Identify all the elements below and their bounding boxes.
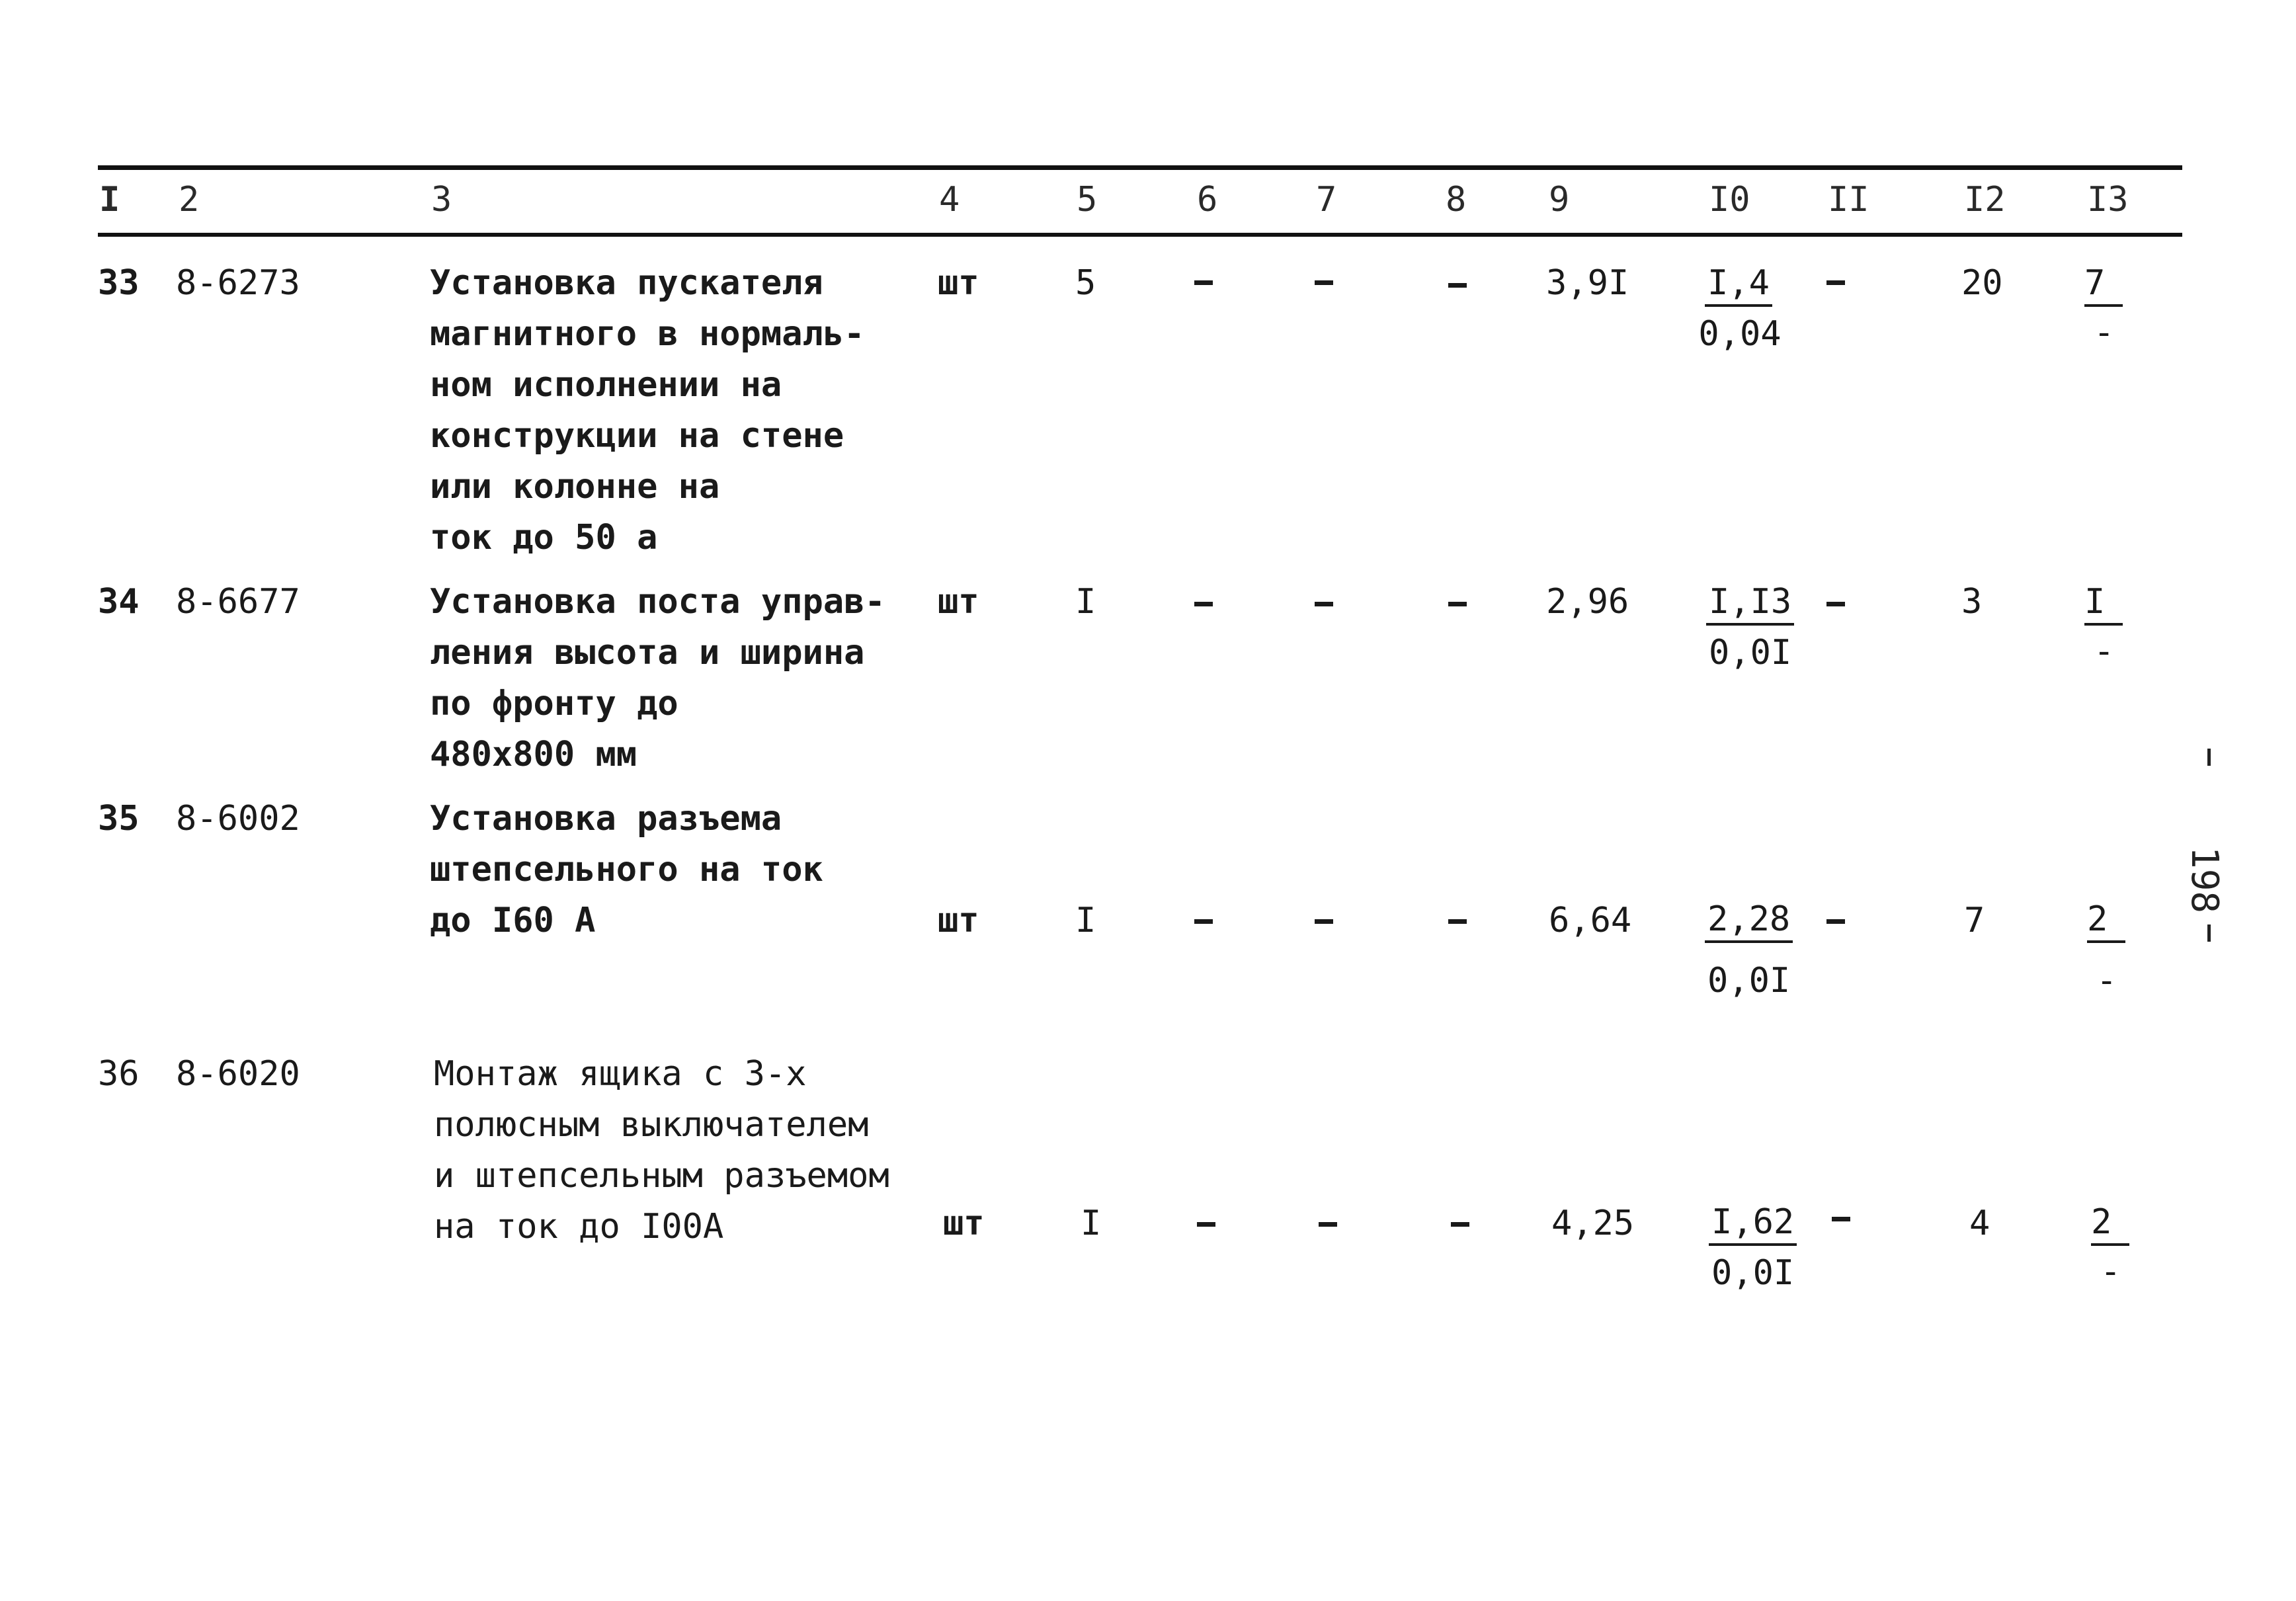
page-mark-tick-bottom xyxy=(2207,924,2211,942)
row-col10-fraction xyxy=(1703,1201,1802,1296)
header-col-5: 5 xyxy=(1077,180,1098,220)
row-col9-value: 4,25 xyxy=(1551,1204,1635,1243)
row-col11-dash xyxy=(1826,919,1845,924)
header-col-7: 7 xyxy=(1316,180,1337,220)
row-col8-dash xyxy=(1451,1222,1469,1227)
row-col13-bottom: - xyxy=(2096,961,2117,1001)
row-description: Установка пускателя магнитного в нормаль- ном исполнении на конструкции на стене или колонне на ток до 50 а xyxy=(430,263,865,557)
row-col10-top: 2,28 xyxy=(1705,898,1793,943)
row-col13-bottom: - xyxy=(2094,313,2115,352)
row-col10-fraction xyxy=(1698,581,1802,676)
row-col11-dash xyxy=(1826,602,1845,606)
row-col7-dash xyxy=(1315,919,1333,924)
row-code: 8-6273 xyxy=(176,263,300,303)
row-number: 33 xyxy=(98,263,140,303)
row-code: 8-6677 xyxy=(176,582,300,622)
row-number: 36 xyxy=(98,1054,140,1094)
row-number: 34 xyxy=(98,582,140,622)
row-col6-dash xyxy=(1194,602,1213,606)
row-number: 35 xyxy=(98,799,140,839)
table-top-rule xyxy=(98,165,2182,170)
row-code: 8-6002 xyxy=(176,799,300,839)
header-col-1: I xyxy=(99,180,120,220)
row-unit: шт xyxy=(938,263,979,303)
row-col13-fraction xyxy=(2084,581,2127,675)
page-mark-tick-top xyxy=(2207,749,2211,766)
header-bottom-rule xyxy=(98,233,2182,237)
row-col10-bottom: 0,0I xyxy=(1711,1253,1795,1293)
header-col-3: 3 xyxy=(431,180,452,220)
row-col10-bottom: 0,04 xyxy=(1698,314,1782,354)
row-col8-dash xyxy=(1448,602,1467,606)
row-col10-fraction xyxy=(1701,898,1797,1004)
row-unit: шт xyxy=(938,901,979,940)
row-col13-bottom: - xyxy=(2094,632,2115,671)
header-col-2: 2 xyxy=(179,180,200,220)
row-col13-fraction xyxy=(2087,898,2129,1004)
row-col10-fraction xyxy=(1689,262,1791,357)
row-col13-top: 2 xyxy=(2087,898,2125,943)
row-col6-dash xyxy=(1194,919,1213,924)
row-col6-dash xyxy=(1194,280,1213,285)
row-col11-dash xyxy=(1826,280,1845,285)
row-col12-value: 4 xyxy=(1969,1204,1990,1243)
row-col7-dash xyxy=(1315,602,1333,606)
row-description: Установка разъема штепсельного на ток до I60 А xyxy=(430,799,823,940)
row-description: Монтаж ящика с 3-х полюсным выключателем и штепсельным разъемом на ток до I00А xyxy=(434,1054,889,1247)
row-col13-top: 7 xyxy=(2084,262,2123,307)
row-col10-top: I,4 xyxy=(1705,262,1772,307)
row-col9-value: 6,64 xyxy=(1549,901,1632,940)
row-code: 8-6020 xyxy=(176,1054,300,1094)
row-col10-top: I,I3 xyxy=(1706,581,1794,626)
header-col-11: II xyxy=(1828,180,1869,220)
row-col13-fraction xyxy=(2091,1201,2133,1295)
row-quantity: I xyxy=(1075,582,1096,622)
row-col6-dash xyxy=(1197,1222,1215,1227)
row-col9-value: 3,9I xyxy=(1546,263,1629,303)
row-col13-top: I xyxy=(2084,581,2123,626)
row-col8-dash xyxy=(1448,919,1467,924)
header-col-13: I3 xyxy=(2087,180,2129,220)
row-col13-fraction xyxy=(2084,262,2127,356)
header-col-9: 9 xyxy=(1549,180,1570,220)
row-col11-dash xyxy=(1832,1217,1850,1221)
row-description: Установка поста управ- ления высота и ширина по фронту до 480х800 мм xyxy=(430,582,885,774)
header-col-8: 8 xyxy=(1446,180,1467,220)
row-col7-dash xyxy=(1315,280,1333,285)
row-quantity: I xyxy=(1081,1204,1102,1243)
row-col7-dash xyxy=(1319,1222,1337,1227)
row-col10-top: I,62 xyxy=(1709,1201,1797,1246)
row-col12-value: 7 xyxy=(1964,901,1985,940)
header-col-12: I2 xyxy=(1964,180,2006,220)
row-col12-value: 20 xyxy=(1961,263,2003,303)
row-unit: шт xyxy=(943,1204,985,1243)
row-col13-top: 2 xyxy=(2091,1201,2129,1246)
page-number-mark: 198 xyxy=(2183,846,2226,914)
header-col-4: 4 xyxy=(939,180,960,220)
row-col10-bottom: 0,0I xyxy=(1709,633,1792,673)
header-col-10: I0 xyxy=(1709,180,1750,220)
row-col10-bottom: 0,0I xyxy=(1707,961,1791,1001)
row-col9-value: 2,96 xyxy=(1546,582,1629,622)
row-quantity: I xyxy=(1075,901,1096,940)
row-col8-dash xyxy=(1448,283,1467,288)
row-quantity: 5 xyxy=(1075,263,1096,303)
row-unit: шт xyxy=(938,582,979,622)
header-col-6: 6 xyxy=(1197,180,1218,220)
row-col13-bottom: - xyxy=(2100,1252,2121,1292)
row-col12-value: 3 xyxy=(1961,582,1983,622)
